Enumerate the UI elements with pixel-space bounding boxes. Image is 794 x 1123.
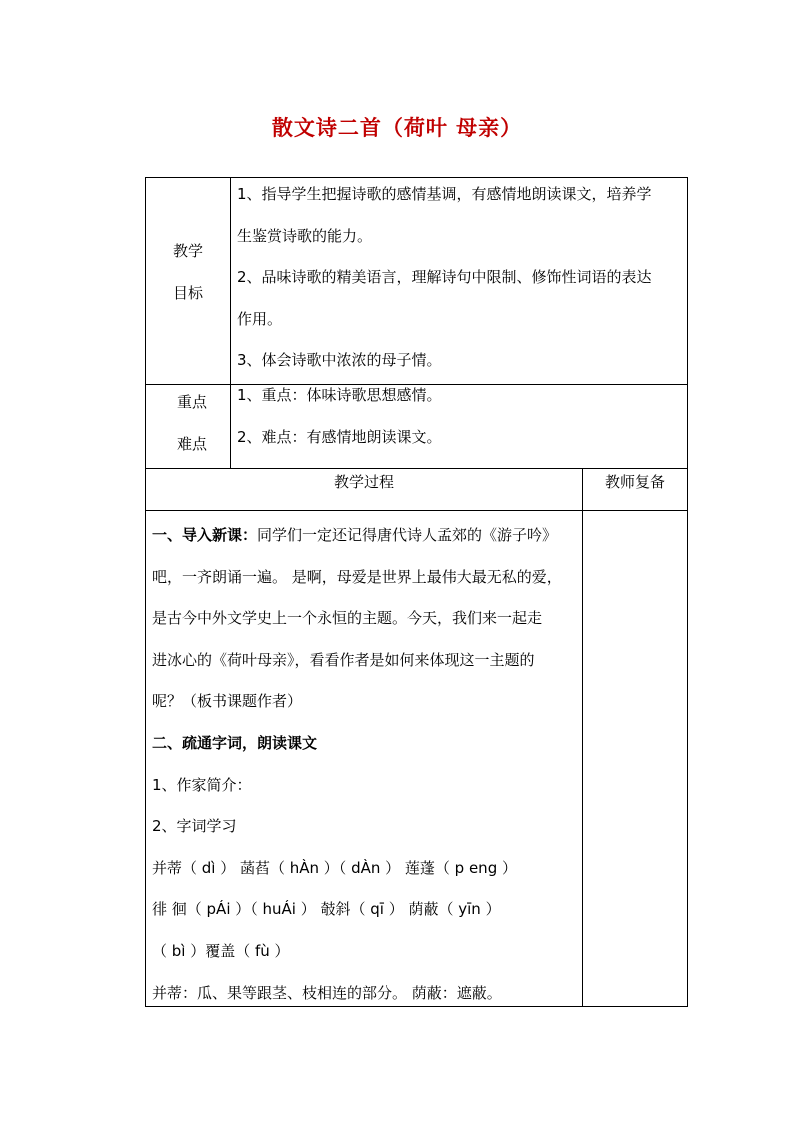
goals-content [237,174,652,382]
goals-label-line1: 教学 [172,242,203,260]
section1-heading: 一、导入新课： [152,526,258,544]
goals-divider [230,178,231,384]
process-body-row [146,511,687,1006]
keypoints-divider [230,385,231,468]
goals-label [146,230,230,314]
process-header: 教学过程 [333,473,394,491]
item-vocab: 2、字词学习 [152,817,237,836]
process-header-row [146,469,687,511]
keypoints-line: 2、难点：有感情地朗读课文。 [237,427,442,446]
goals-line: 作用。 [237,309,283,328]
keypoints-label-line2: 难点 [176,435,207,453]
intro-line: 呢？（板书课题作者） [152,692,303,711]
keypoints-label [150,381,234,465]
intro-line-text: 同学们一定还记得唐代诗人孟郊的《游子吟》 [257,526,558,544]
goals-line: 1、指导学生把握诗歌的感情基调，有感情地朗读课文，培养学 [237,185,652,203]
lesson-table [145,177,688,1007]
section2-heading [152,723,582,765]
definition-line: 并蒂：瓜、果等跟茎、枝相连的部分。 荫蔽：遮蔽。 [152,983,502,1002]
intro-line: 进冰心的《荷叶母亲》，看看作者是如何来体现这一主题的 [152,650,535,669]
item-author-intro: 1、作家简介： [152,775,252,794]
keypoints-label-line1: 重点 [176,393,207,411]
keypoints-content [237,375,442,458]
goals-line: 3、体会诗歌中浓浓的母子情。 [237,351,442,369]
goals-label-line2: 目标 [172,284,203,302]
intro-line [152,515,582,557]
vocab-line: 并蒂（ dì ） 菡萏（ hÀn ）（ dÀn ） 莲蓬（ p eng ） [152,858,517,877]
goals-row [146,178,687,385]
section2-heading-text: 二、疏通字词，朗读课文 [152,733,318,752]
keypoints-line: 1、重点：体味诗歌思想感情。 [237,386,442,404]
body-divider [582,511,583,1006]
process-body [152,515,582,1014]
vocab-line: 徘 徊（ pÁi ）（ huÁi ） 攲斜（ qī ） 荫蔽（ yīn ） [152,900,501,919]
vocab-line: （ bì ）覆盖（ fù ） [152,941,290,960]
keypoints-row [146,385,687,469]
intro-line: 是古今中外文学史上一个永恒的主题。今天，我们来一起走 [152,609,543,628]
review-header: 教师复备 [604,473,665,491]
intro-line: 吧，一齐朗诵一遍。 是啊，母爱是世界上最伟大最无私的爱， [152,567,562,586]
goals-line: 2、品味诗歌的精美语言，理解诗句中限制、修饰性词语的表达 [237,268,652,286]
document-title: 散文诗二首（荷叶 母亲） [271,115,523,140]
goals-line: 生鉴赏诗歌的能力。 [237,226,373,245]
